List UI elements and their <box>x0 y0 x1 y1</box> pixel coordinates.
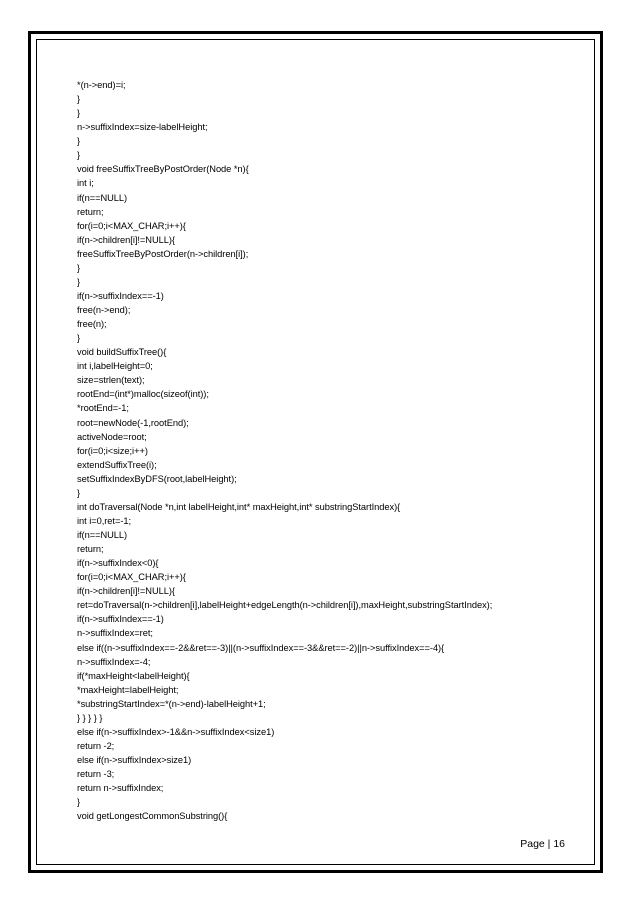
code-line: else if(n->suffixIndex>-1&&n->suffixIndex<size1) <box>77 726 275 737</box>
code-line: for(i=0;i<size;i++) <box>77 445 148 456</box>
code-line: if(n->suffixIndex<0){ <box>77 558 159 569</box>
code-line: if(n->children[i]!=NULL){ <box>77 586 175 597</box>
code-line: if(n==NULL) <box>77 530 128 540</box>
code-listing <box>77 78 577 823</box>
code-line: } <box>77 262 81 273</box>
code-line: int i=0,ret=-1; <box>77 515 132 526</box>
code-line: if(n==NULL) <box>77 192 128 203</box>
code-line: } <box>77 108 81 119</box>
code-line: free(n); <box>77 319 107 330</box>
code-line: if(n->suffixIndex==-1) <box>77 614 164 625</box>
code-line: void getLongestCommonSubstring(){ <box>77 811 228 822</box>
code-line: if(n->suffixIndex==-1) <box>77 290 164 301</box>
code-line: } <box>77 136 81 147</box>
code-line: n->suffixIndex=size-labelHeight; <box>77 122 208 133</box>
code-line: return; <box>77 206 104 217</box>
code-line: int doTraversal(Node *n,int labelHeight,int* maxHeight,int* substringStartIndex){ <box>77 501 401 512</box>
code-line: } } } } } <box>77 712 103 723</box>
code-line: void freeSuffixTreeByPostOrder(Node *n){ <box>77 164 249 175</box>
code-line: else if(n->suffixIndex>size1) <box>77 755 192 765</box>
code-line: root=newNode(-1,rootEnd); <box>77 417 189 428</box>
code-line: else if((n->suffixIndex==-2&&ret==-3)||(n->suffixIndex==-3&&ret==-2)||n->suffixIndex==-4){ <box>77 642 445 653</box>
code-line: if(*maxHeight<labelHeight){ <box>77 670 190 681</box>
code-line: activeNode=root; <box>77 431 147 442</box>
code-line: } <box>77 487 81 498</box>
code-line: } <box>77 333 81 344</box>
code-line: n->suffixIndex=-4; <box>77 656 151 667</box>
code-line: *(n->end)=i; <box>77 80 126 90</box>
code-line: for(i=0;i<MAX_CHAR;i++){ <box>77 220 186 231</box>
code-line: free(n->end); <box>77 305 131 315</box>
code-line: void buildSuffixTree(){ <box>77 347 167 358</box>
code-line: rootEnd=(int*)malloc(sizeof(int)); <box>77 389 209 400</box>
code-line: ret=doTraversal(n->children[i],labelHeight+edgeLength(n->children[i]),maxHeight,substringStartIndex); <box>77 600 493 611</box>
code-line: *substringStartIndex=*(n->end)-labelHeight+1; <box>77 698 266 709</box>
code-line: return; <box>77 544 104 555</box>
code-line: *maxHeight=labelHeight; <box>77 684 179 695</box>
page-number: Page | 16 <box>520 838 565 850</box>
code-line: for(i=0;i<MAX_CHAR;i++){ <box>77 572 186 583</box>
code-line: return n->suffixIndex; <box>77 783 164 794</box>
code-line: } <box>77 797 81 808</box>
code-line: return -2; <box>77 740 115 751</box>
code-line: n->suffixIndex=ret; <box>77 628 153 639</box>
code-line: } <box>77 276 81 287</box>
code-line: size=strlen(text); <box>77 375 145 386</box>
code-line: } <box>77 150 81 161</box>
code-line: *rootEnd=-1; <box>77 403 129 414</box>
code-line: } <box>77 94 81 105</box>
code-line: if(n->children[i]!=NULL){ <box>77 234 175 245</box>
code-line: int i,labelHeight=0; <box>77 361 153 372</box>
code-line: freeSuffixTreeByPostOrder(n->children[i]); <box>77 248 249 259</box>
code-line: setSuffixIndexByDFS(root,labelHeight); <box>77 473 237 484</box>
code-line: return -3; <box>77 769 115 780</box>
code-line: int i; <box>77 178 94 189</box>
code-line: extendSuffixTree(i); <box>77 459 157 470</box>
